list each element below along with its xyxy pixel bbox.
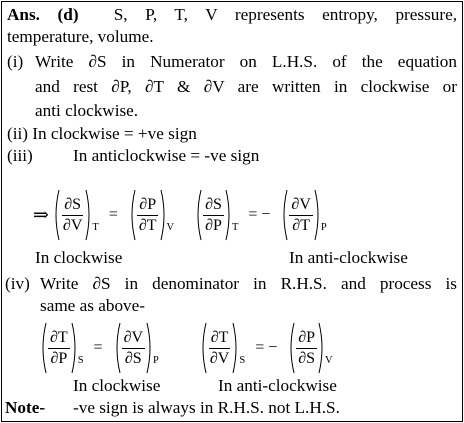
denominator: ∂S xyxy=(298,349,316,367)
subscript: V xyxy=(325,355,333,366)
point-iii-label: (iii) xyxy=(7,146,33,165)
subscript: T xyxy=(231,222,239,233)
denominator: ∂V xyxy=(62,216,83,234)
point-i-line-1: Write ∂S in Numerator on L.H.S. of the equation xyxy=(35,52,457,71)
point-i-label: (i) xyxy=(7,52,24,71)
equals-minus-sign: = − xyxy=(248,206,271,223)
caption-clockwise-1: In clockwise xyxy=(35,248,123,267)
numerator: ∂T xyxy=(48,328,70,349)
partial-v-over-s-at-p xyxy=(113,322,159,374)
numerator: ∂V xyxy=(289,195,312,216)
denominator: ∂S xyxy=(124,349,142,367)
partial-t-over-v-at-s xyxy=(199,322,245,374)
numerator: ∂P xyxy=(296,328,317,349)
partial-p-over-t-at-v xyxy=(128,189,174,241)
equation-row-2 xyxy=(38,318,334,378)
equals-sign: = xyxy=(93,339,103,356)
note-text: -ve sign is always in R.H.S. not L.H.S. xyxy=(73,398,340,417)
point-i-line-2: and rest ∂P, ∂T & ∂V are written in clockwise or xyxy=(35,77,457,96)
equals-sign: = xyxy=(108,206,118,223)
subscript: S xyxy=(239,355,246,366)
answer-line-2: temperature, volume. xyxy=(7,27,154,46)
denominator: ∂V xyxy=(209,349,230,367)
implies-arrow: ⇒ xyxy=(33,204,49,226)
partial-v-over-t-at-p xyxy=(280,189,326,241)
note-label: Note- xyxy=(5,398,46,417)
point-iii-text: In anticlockwise = -ve sign xyxy=(73,146,260,165)
numerator: ∂T xyxy=(209,328,231,349)
denominator: ∂T xyxy=(292,216,310,234)
numerator: ∂S xyxy=(203,195,224,216)
answer-line-1 xyxy=(7,5,457,25)
denominator: ∂T xyxy=(138,216,157,234)
denominator: ∂P xyxy=(50,349,68,367)
answer-text: S, P, T, V represents entropy, pressure, xyxy=(113,5,458,24)
caption-anticlockwise-2: In anti-clockwise xyxy=(218,376,337,395)
point-iv-label: (iv) xyxy=(5,274,30,293)
partial-s-over-v-at-t xyxy=(52,189,99,241)
equals-minus-sign: = − xyxy=(255,339,278,356)
subscript: S xyxy=(77,355,84,366)
subscript: V xyxy=(166,222,175,233)
denominator: ∂P xyxy=(205,216,222,234)
subscript: P xyxy=(320,222,327,233)
caption-anticlockwise-1: In anti-clockwise xyxy=(289,248,408,267)
point-iv-line-2: same as above- xyxy=(40,296,145,315)
equation-row-1 xyxy=(33,185,328,245)
point-i-line-3: anti clockwise. xyxy=(35,101,139,120)
point-iv-line-1: Write ∂S in denominator in R.H.S. and process is xyxy=(40,274,457,293)
point-ii: (ii) In clockwise = +ve sign xyxy=(7,124,197,143)
numerator: ∂S xyxy=(62,195,83,216)
partial-t-over-p-at-s xyxy=(39,322,84,374)
subscript: T xyxy=(92,222,99,233)
partial-p-over-s-at-v xyxy=(287,322,332,374)
numerator: ∂P xyxy=(137,195,158,216)
answer-label: Ans. (d) xyxy=(7,5,79,24)
subscript: P xyxy=(153,355,159,366)
numerator: ∂V xyxy=(122,328,145,349)
partial-s-over-p-at-t xyxy=(194,189,238,241)
caption-clockwise-2: In clockwise xyxy=(73,376,161,395)
